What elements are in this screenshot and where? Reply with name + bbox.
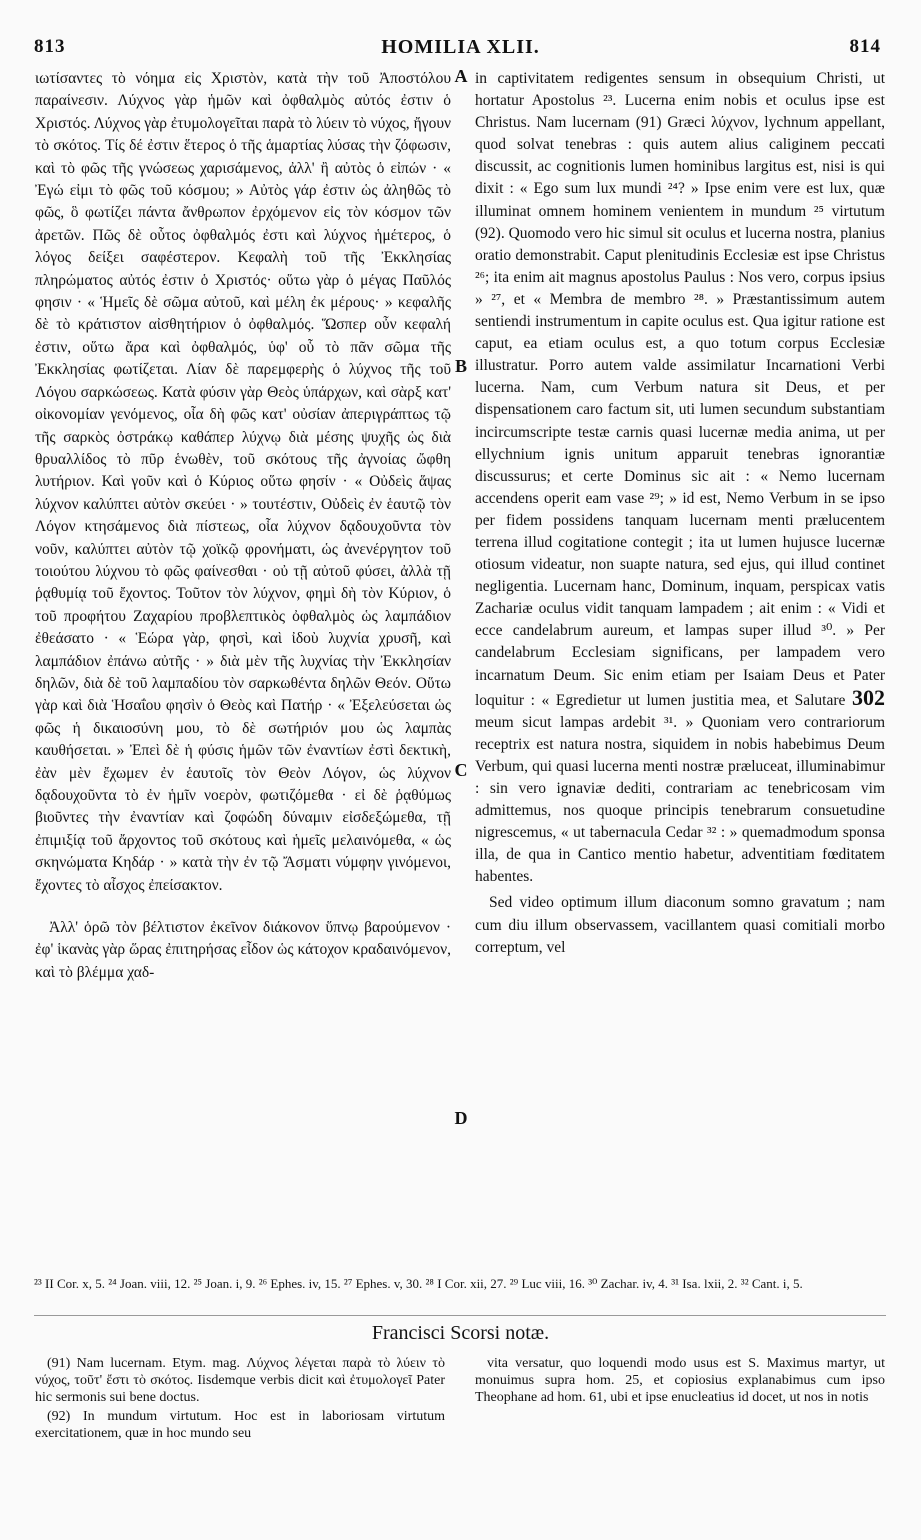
greek-paragraph-2: Ἀλλ' ὁρῶ τὸν βέλτιστον ἐκεῖνον διάκονον ὕπνῳ βαρούμενον · ἐφ' ἱκανὰς γὰρ ὥρας ἐπιτηρήσας εἶδον ὡς κάτοχον κραδαινόμενον, καὶ τὸ βλέμμα χαδ-	[35, 919, 451, 981]
notes-column-left	[35, 1355, 445, 1444]
note-91: (91) Nam lucernam. Etym. mag. Λύχνος λέγεται παρὰ τὸ λύειν τὸ νύχος, τοῦτ' ἔστι τὸ σκότος. Iisdemque verbis dicit καὶ ἐτυμολογεῖ Pater hic sermonis sui bene doctus.	[35, 1356, 445, 1405]
margin-letter-b: B	[454, 356, 467, 376]
latin-text-column	[475, 68, 885, 1243]
running-title: HOMILIA XLII.	[381, 36, 540, 58]
margin-letter-a: A	[454, 66, 468, 86]
latin-paragraph-1	[475, 68, 885, 888]
note-continuation: vita versatur, quo loquendi modo usus est S. Maximus martyr, ut monuimus supra hom. 25, et copiosius explanabimus cum ipso Theophane ad hom. 61, ubi et ipse enucleatius id docet, ut nos in notis	[475, 1356, 885, 1405]
greek-paragraph-1: ιωτίσαντες τὸ νόημα εἰς Χριστὸν, κατὰ τὴν τοῦ Ἀποστόλου παραίνεσιν. Λύχνος γὰρ ἡμῶν καὶ ὀφθαλμὸς αὐτός ἐστιν ὁ Χριστός. Λύχνος γὰρ ἐτυμολογεῖται παρὰ τὸ λύειν τὸ νύχος, ἤγουν τὸ σκότος. Τίς δέ ἐστιν ἕτερος ὁ τῆς ἁμαρτίας λύσας τὴν ζόφωσιν, καὶ τὸ φῶς τῆς γνώσεως χαρισάμενος, ἀλλ' ἢ αὐτὸς ὁ εἰπών · « Ἐγώ εἰμι τὸ φῶς τοῦ κόσμου; » Αὐτὸς γάρ ἐστιν ὡς ἀληθῶς τὸ φῶς, ὃ φωτίζει πάντα ἄνθρωπον ἐρχόμενον εἰς τὸν κόσμον τῶν ἀρετῶν. Πῶς δὲ οὗτος ὀφθαλμός ἐστι καὶ λύχνος ἡμέτερος, ὁ λόγος δείξει σαφέστερον. Κεφαλὴ τοῦ τῆς Ἐκκλησίας πληρώματος αὐτός ἐστιν ὁ Χριστός· οὕτω γὰρ ὁ μέγας Παῦλός φησιν · « Ἡμεῖς δὲ σῶμα αὐτοῦ, καὶ μέλη ἐκ μέρους· » κεφαλῆς δὲ τὸ κράτιστον αἰσθητήριον ὁ ὀφθαλμός. Ὥσπερ οὖν κεφαλή ἐστιν, οὕτω ἄρα καὶ ὀφθαλμός, ὑφ' οὗ τὸ πᾶν σῶμα τῆς Ἐκκλησίας φωτίζεται. Λίαν δὲ παρεμφερὴς ὁ λύχνος τῆς τοῦ Λόγου σαρκώσεως. Κατὰ φύσιν γὰρ Θεὸς ὑπάρχων, καὶ σὰρξ κατ' οἰκονομίαν γενόμενος, οἷα δὴ φῶς κατ' οὐσίαν ἀπεριγράπτως τῷ τῆς σαρκὸς ὀστράκῳ καθάπερ λύχνῳ διὰ μέσης ψυχῆς ὡς διὰ θρυαλλίδος τὸ πῦρ ἑνωθὲν, τοῦ σκότους τῆς ἀγνοίας ὤφθη λυτήριον. Καὶ γοῦν καὶ ὁ Κύριος οὕτω φησίν · « Οὐδεὶς ἅψας λύχνον καλύπτει αὐτὸν σκεύει · » τουτέστιν, Οὐδεὶς ἐν ἑαυτῷ τὸν Λόγον κτησάμενος διὰ πίστεως, οἷα λύχνον δᾳδουχοῦντα τὸν νοῦν, καλύπτει αὐτὸν τῷ χοϊκῷ φρονήματι, ὡς ἀνενέργητον τοῦ τοιούτου λύχνου τὸ φῶς φαίνεσθαι · οὐ τῇ αὐτοῦ φύσει, ἀλλὰ τῇ ῥᾳθυμίᾳ τοῦ ἔχοντος. Τοῦτον τὸν λύχνον, φημὶ δὴ τὸν Κύριον, ὁ τοῦ προφήτου Ζαχαρίου προβλεπτικὸς ὀφθαλμὸς ὡς λαμπάδιον ἐθεάσατο · « Ἑώρα γὰρ, φησὶ, καὶ ἰδοὺ λυχνία χρυσῆ, καὶ λαμπάδιον ἐπάνω αὐτῆς · » διὰ μὲν τῆς λυχνίας τὴν Ἐκκλησίαν δηλῶν, διὰ δὲ τοῦ λαμπαδίου τὸν σαρκωθέντα δηλῶν Θεόν. Οὕτω γὰρ καὶ διὰ Ἡσαΐου φησὶν ὁ Θεὸς καὶ Πατήρ · « Ἐξελεύσεται ὡς φῶς ἡ δικαιοσύνη μου, τὸ δὲ σωτήριόν μου ὡς λαμπὰς καυθήσεται. » Ἐπεὶ δὲ ἡ φύσις ἡμῶν τῶν ἐναντίων ἐστὶ δεκτικὴ, ἐὰν μὲν ἔχωμεν ἐν ἑαυτοῖς τὸν Θεὸν Λόγον, ὡς λύχνον δᾳδουχοῦντα τὸ ἐν ἡμῖν νοερὸν, φωτιζόμεθα · εἰ δὲ ῥᾳθύμως βιοῦντες τὴν ἐναντίαν καὶ ζοφώδη δύναμιν εἰσδεξώμεθα, τῇ ἐπιμιξίᾳ τοῦ ἄρχοντος τοῦ σκότους καὶ ἡμεῖς μελαινόμεθα, « ὡς σκηνώματα Κηδάρ · » κατὰ τὴν ἐν τῷ Ἄσματι νύμφην γινόμενοι, ἔχοντες τὸ αἶσχος ἐπείσακτον.	[35, 70, 451, 894]
scripture-references: ²³ II Cor. x, 5. ²⁴ Joan. viii, 12. ²⁵ Joan. i, 9. ²⁶ Ephes. iv, 15. ²⁷ Ephes. v, 30. ²⁸ I Cor. xii, 27. ²⁹ Luc viii, 16. ³⁰ Zachar. iv, 4. ³¹ Isa. lxii, 2. ³² Cant. i, 5.	[34, 1276, 803, 1291]
page-number-right: 814	[849, 36, 881, 57]
latin-paragraph-2: Sed video optimum illum diaconum somno gravatum ; nam cum diu illum observassem, vacillantem quasi comitiali morbo correptum, vel	[475, 894, 885, 956]
margin-letter-c: C	[454, 760, 468, 780]
margin-letter-d: D	[454, 1108, 468, 1128]
notes-column-right	[475, 1355, 885, 1408]
divider-rule	[34, 1315, 886, 1316]
note-92: (92) In mundum virtutum. Hoc est in laboriosam virtutum exercitationem, quæ in hoc mundo seu	[35, 1409, 445, 1441]
notes-title: Francisci Scorsi notæ.	[371, 1322, 550, 1344]
latin-paragraph-1-part-b: meum sicut lampas ardebit ³¹. » Quoniam vero contrariorum receptrix est natura nostra, siquidem in nobis habebimus Deum Verbum, qui quasi lucerna menti nostræ præluceat, illuminabimur : sin vero ignaviæ dediti, contrariam ac tenebricosam vim admittemus, nos quoque principis tenebrarum consuetudine nigrescemus, « ut tabernacula Cedar ³² : » quemadmodum sponsa illa, de qua in Cantico mentio habetur, adventitiam fœditatem habentes.	[475, 713, 885, 886]
page-marker-302: 302	[852, 684, 885, 710]
page-header	[0, 36, 921, 62]
latin-paragraph-1-part-a: in captivitatem redigentes sensum in obsequium Christi, ut hortatur Apostolus ²³. Lucerna enim nobis et oculus ipse est Christus. Nam lucernam (91) Græci λύχνον, lychnum appellant, quod solvat tenebras : quis autem alius caliginem peccati discussit, ac cognitionis lumen hominibus largitus est, nisi is qui dixit : « Ego sum lux mundi ²⁴? » Ipse enim vere est lux, quæ illuminat omnem hominem venientem in mundum ²⁵ virtutum (92). Quomodo vero hic simul sit oculus et lucerna nostra, planius oratio demonstrabit. Caput plenitudinis Ecclesiæ est ipse Christus ²⁶; ita enim ait magnus apostolus Paulus : Nos vero, corpus ipsius » ²⁷, et « Membra de membro ²⁸. » Præstantissimum autem sentiendi instrumentum in capite oculus est. Qua igitur ratione est caput, ea etiam oculus est, a quo totum corpus Ecclesiæ illustratur. Porro autem valde assimilatur Incarnationi Verbi lucerna. Nam, cum Verbum natura sit Deus, et per dispensationem caro factum sit, uti lumen secundum substantiam incircumscripte testæ carnis quasi lucernæ media anima, ut per ellychnium ignis unitum apparuit tenebras ignorantiæ discussurus; et certe Dominus sic ait : « Nemo lucernam accendens operit eam vase ²⁹; » id est, Nemo Verbum in se ipso per fidem possidens tanquam lucernam menti prælucentem terrena illud cogitatione contegit ; ita ut lumen hujusce lucernæ otiosum videatur, non suapte natura, sed ejus, qui illud continet negligentia. Lucernam hanc, Dominum, inquam, perspicax vatis Zachariæ oculus vidit tanquam lampadem ; ait enim : « Vidi et ecce candelabrum aureum, et lampas super illud ³⁰. » Per candelabrum Ecclesiam significans, per lampadem vero incarnatum Deum. Sic enim etiam per Isaiam Deus et Pater loquitur : « Egredietur ut lumen justitia mea, et Salutare	[475, 70, 885, 709]
greek-text-column	[35, 68, 451, 1243]
page-number-left: 813	[34, 36, 66, 57]
